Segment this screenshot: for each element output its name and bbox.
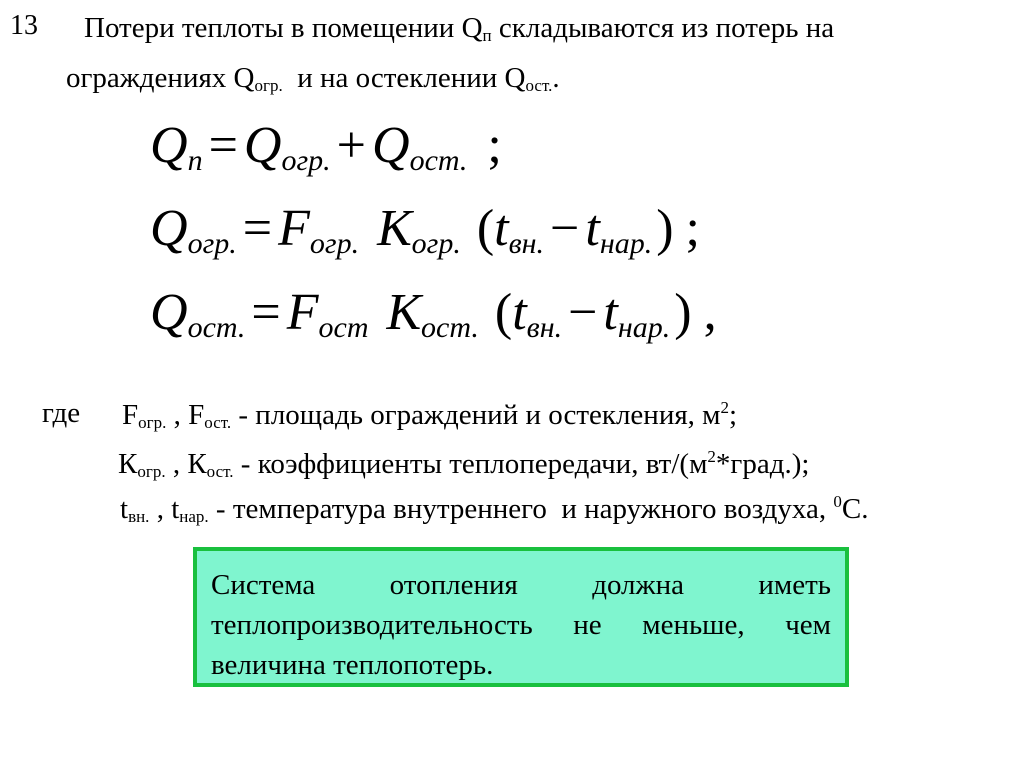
formula-subscript: вн. (526, 311, 563, 344)
definition-coefficient (118, 448, 809, 480)
formula-symbol: Q (150, 200, 188, 257)
formula-glazing-loss (150, 284, 717, 344)
def-superscript: 0 (833, 492, 842, 511)
note-word: чем (785, 609, 831, 641)
note-word: Система (211, 569, 316, 601)
formula-punctuation: ( (494, 284, 513, 341)
def-symbol: К (187, 448, 207, 480)
formula-punctuation: ; (487, 117, 502, 174)
note-word: должна (592, 569, 684, 601)
formula-enclosure-loss (150, 200, 700, 260)
formula-punctuation: , (703, 284, 717, 341)
intro-line2-sub2: ост. (525, 76, 553, 95)
note-box (193, 547, 849, 687)
formula-subscript: огр. (187, 227, 237, 260)
formula-symbol: К (386, 284, 422, 341)
formula-operator: = (208, 117, 238, 174)
note-word: не (573, 609, 602, 641)
formula-punctuation: ) (656, 200, 674, 257)
note-word: отопления (389, 569, 518, 601)
intro-line1-text: Потери теплоты в помещении Q (84, 12, 483, 44)
formula-operator: − (550, 200, 580, 257)
definitions-where: где (42, 397, 81, 429)
def-separator: , (149, 493, 172, 525)
formula-operator: = (251, 284, 281, 341)
intro-line1-sub: п (482, 26, 492, 45)
def-text: - температура внутреннего и наружного воздуха, (208, 493, 834, 525)
def-symbol: t (120, 493, 129, 525)
def-end: С. (841, 493, 869, 525)
intro-line-2 (66, 64, 560, 94)
formula-total-loss (150, 117, 502, 177)
formula-symbol: t (512, 284, 527, 341)
intro-line2-end: . (552, 62, 560, 94)
formula-symbol: t (494, 200, 509, 257)
formula-symbol: t (585, 200, 600, 257)
formula-symbol: F (278, 200, 310, 257)
def-symbol: К (118, 448, 138, 480)
note-word: теплопроизводительность (211, 609, 533, 641)
formula-symbol: Q (150, 284, 188, 341)
def-separator: , (165, 448, 188, 480)
formula-subscript: ост. (187, 311, 246, 344)
formula-punctuation: ; (685, 200, 700, 257)
formula-subscript: ост. (409, 144, 468, 177)
def-subscript: огр. (138, 413, 167, 432)
formula-operator: = (242, 200, 273, 257)
def-symbol: F (188, 399, 205, 431)
def-subscript: ост. (206, 462, 234, 481)
formula-subscript: огр. (281, 144, 331, 177)
definition-temperature (120, 493, 868, 525)
note-word: иметь (758, 569, 831, 601)
formula-subscript: нар. (617, 311, 671, 344)
formula-subscript: п (187, 144, 203, 177)
intro-line-1 (84, 14, 834, 44)
def-text: - площадь ограждений и остекления, м (231, 399, 721, 431)
formula-subscript: вн. (508, 227, 545, 260)
formula-punctuation: ( (476, 200, 495, 257)
def-subscript: ост. (204, 413, 232, 432)
formula-punctuation: ) (674, 284, 692, 341)
note-line-2 (211, 605, 831, 645)
note-word: меньше, (642, 609, 745, 641)
formula-symbol: К (377, 200, 412, 257)
def-superscript: 2 (720, 398, 730, 417)
formula-subscript: нар. (599, 227, 653, 260)
slide-number: 13 (10, 10, 38, 41)
intro-line2-sub: огр. (254, 76, 283, 95)
def-symbol: t (171, 493, 180, 525)
def-text: - коэффициенты теплопередачи, вт/(м (233, 448, 708, 480)
formula-symbol: Q (243, 117, 282, 174)
formula-subscript: ост. (421, 311, 479, 344)
def-subscript: вн. (128, 507, 150, 526)
def-subscript: огр. (137, 462, 166, 481)
formula-operator: + (336, 117, 366, 174)
def-symbol: F (122, 399, 139, 431)
formula-symbol: t (603, 284, 618, 341)
formula-subscript: ост (318, 311, 369, 344)
formula-symbol: F (286, 284, 319, 341)
formula-operator: − (568, 284, 598, 341)
formula-symbol: Q (372, 117, 410, 174)
def-subscript: нар. (179, 507, 209, 526)
intro-line2-text: ограждениях Q (66, 62, 255, 94)
formula-subscript: огр. (411, 227, 461, 260)
definition-area (122, 399, 737, 431)
intro-line1-rest: складываются из потерь на (491, 12, 835, 44)
note-line-1 (211, 565, 831, 605)
intro-line2-mid: и на остеклении Q (282, 62, 526, 94)
def-end: ; (729, 399, 738, 431)
def-separator: , (166, 399, 189, 431)
def-end: *град.); (715, 448, 810, 480)
formula-symbol: Q (150, 117, 188, 174)
note-line-3: величина теплопотерь. (211, 649, 494, 681)
def-superscript: 2 (707, 447, 716, 466)
formula-subscript: огр. (309, 227, 360, 260)
